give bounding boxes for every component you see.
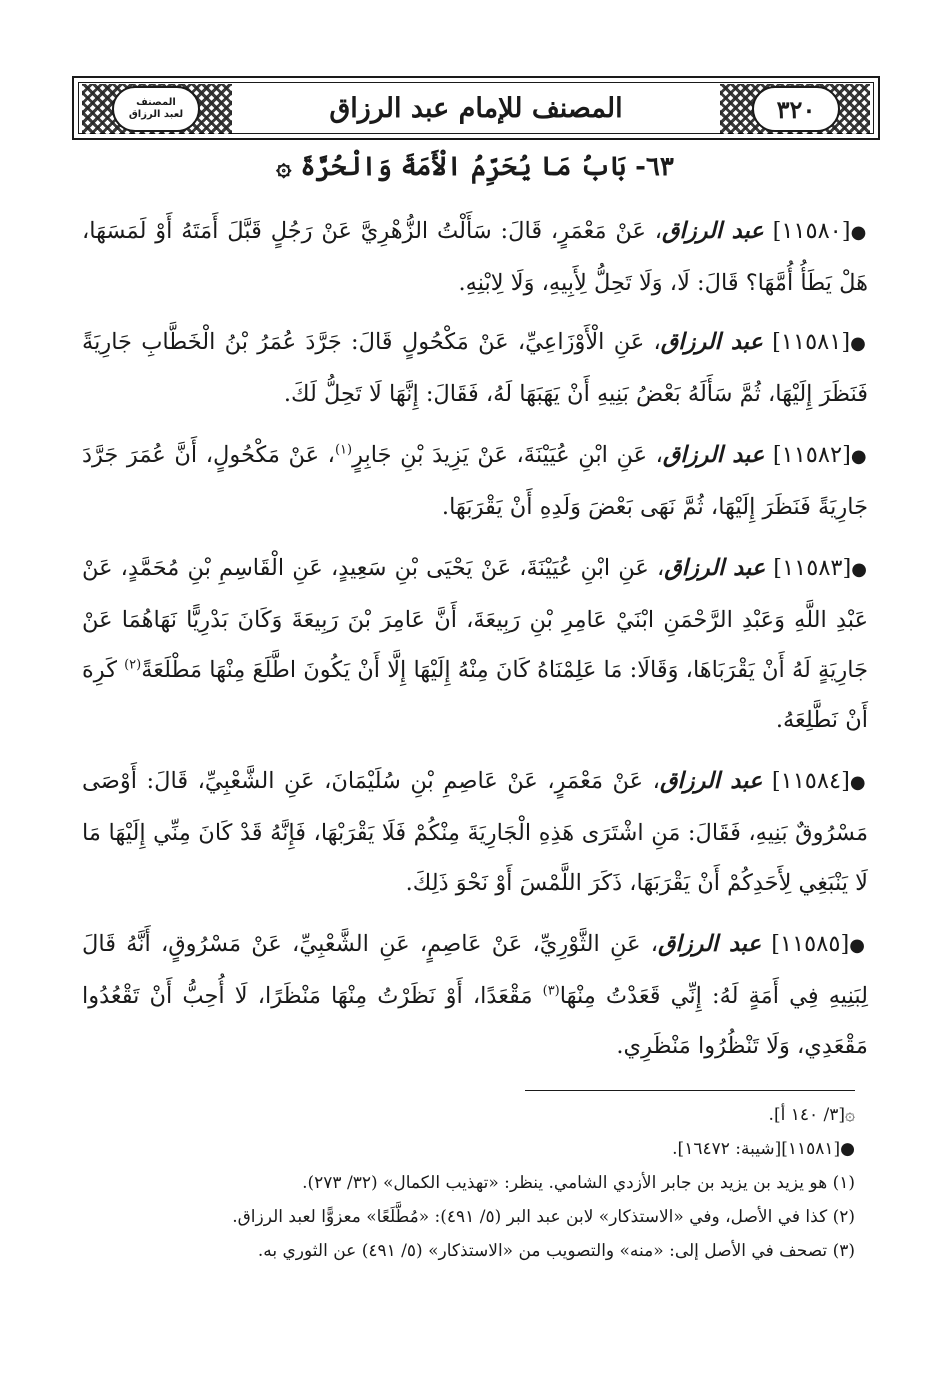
bullet-icon: ● xyxy=(850,333,868,354)
page-number-badge xyxy=(752,86,840,132)
hadith-11581 xyxy=(82,317,868,419)
hadith-narrator: عبد الرزاق xyxy=(659,768,763,794)
chapter-title: ٦٣- بَابُ مَا يُحَرِّمُ الْأَمَةَ وَالْحُرَّةَ ۞ xyxy=(276,152,674,182)
hadith-ref: [١١٥٨٣] xyxy=(773,555,852,581)
bullet-icon: ● xyxy=(851,559,868,580)
hadith-text: ، عَنِ الْأَوْزَاعِيِّ، عَنْ مَكْحُولٍ قَالَ: جَرَّدَ عُمَرُ بْنُ الْخَطَّابِ جَارِيَةً فَنَظَرَ إِلَيْهَا، ثُمَّ سَأَلَهُ بَعْضُ بَنِيهِ أَنْ يَهَبَهَا لَهُ، فَقَالَ: إِنَّهَا لَا تَحِلُّ لَكَ. xyxy=(82,329,868,407)
hadith-narrator: عبد الرزاق xyxy=(657,931,761,957)
footnote-divider xyxy=(525,1090,855,1091)
bullet-icon: ● xyxy=(850,222,868,243)
hadith-narrator: عبد الرزاق xyxy=(664,555,766,581)
hadith-11583 xyxy=(82,543,868,745)
page-header xyxy=(72,76,880,140)
bullet-icon: ● xyxy=(849,935,868,956)
footnotes xyxy=(82,1098,855,1268)
footnote-source-ref: ●[١١٥٨١][شيبة: ١٦٤٧٢]. xyxy=(672,1139,855,1159)
hadith-text-continued: ، عَنْ مَكْحُولٍ، أَنَّ عُمَرَ جَرَّدَ جَارِيَةً فَنَظَرَ إِلَيْهَا، ثُمَّ نَهَى بَعْضَ وَلَدِهِ أَنْ يَقْرَبَهَا. xyxy=(82,442,868,520)
hadith-text: ، عَنِ الثَّوْرِيِّ، عَنْ عَاصِمٍ، عَنِ الشَّعْبِيِّ، عَنْ مَسْرُوقٍ، أَنَّهُ قَالَ لِبَنِيهِ فِي أَمَةٍ لَهُ: إِنِّي قَعَدْتُ مِنْهَا xyxy=(82,931,868,1009)
hadith-text: ، عَنِ ابْنِ عُيَيْنَةَ، عَنْ يَحْيَى بْنِ سَعِيدٍ، عَنِ الْقَاسِمِ بْنِ مُحَمَّدٍ، عَنْ عَبْدِ اللَّهِ وَعَبْدِ الرَّحْمَنِ ابْنَيْ عَامِرِ بْنِ رَبِيعَةَ، أَنَّ عَامِرَ بْنَ رَبِيعَةَ وَكَانَ بَدْرِيًّا نَهَاهُمَا عَنْ جَارِيَةٍ لَهُ أَنْ يَقْرَبَاهَا، وَقَالَا: مَا عَلِمْنَاهُ كَانَ مِنْهُ إِلَيْهَا إِلَّا أَنْ يَكُونَ اطَّلَعَ مِنْهَا مَطْلَعَةً xyxy=(82,555,868,683)
hadith-11580 xyxy=(82,206,868,308)
book-title: المصنف للإمام عبد الرزاق xyxy=(329,92,623,124)
hadith-text: ، عَنْ مَعْمَرٍ، عَنْ عَاصِمِ بْنِ سُلَيْمَانَ، عَنِ الشَّعْبِيِّ، قَالَ: أَوْصَى مَسْرُوقٌ بَنِيهِ، فَقَالَ: مَنِ اشْتَرَى هَذِهِ الْجَارِيَةَ مِنْكُمْ فَلَا يَقْرَبْهَا، فَإِنَّهُ قَدْ كَانَ مِنِّي إِلَيْهَا مَا لَا يَنْبَغِي لِأَحَدِكُمْ أَنْ يَقْرَبَهَا، ذَكَرَ اللَّمْسَ أَوْ نَحْوَ ذَلِكَ. xyxy=(82,768,868,896)
hadith-text: ، عَنِ ابْنِ عُيَيْنَةَ، عَنْ يَزِيدَ بْنِ جَابِرٍ xyxy=(352,442,663,468)
hadith-11585 xyxy=(82,919,868,1071)
bullet-icon: ● xyxy=(850,446,868,467)
hadith-ref: [١١٥٨٢] xyxy=(772,442,851,468)
hadith-narrator: عبد الرزاق xyxy=(662,442,765,468)
page-number: ٣٢٠ xyxy=(776,94,816,124)
hadith-ref: [١١٥٨٤] xyxy=(771,768,850,794)
footnote-marker: (٢) xyxy=(124,657,142,673)
hadith-11584 xyxy=(82,756,868,908)
footnote-marker: (٣) xyxy=(542,983,560,999)
hadith-narrator: عبد الرزاق xyxy=(660,329,763,355)
hadith-text: ، عَنْ مَعْمَرٍ، قَالَ: سَأَلْتُ الزُّهْرِيَّ عَنْ رَجُلٍ قَبَّلَ أَمَتَهُ أَوْ لَمَسَهَا، هَلْ يَطَأُ أُمَّهَا؟ قَالَ: لَا، وَلَا تَحِلُّ لِأَبِيهِ، وَلَا لِابْنِهِ. xyxy=(82,218,868,296)
seal-text xyxy=(123,97,189,121)
seal-line-1: المصنف xyxy=(136,97,176,108)
seal-line-2: لعبد الرزاق xyxy=(128,109,184,120)
hadith-narrator: عبد الرزاق xyxy=(662,218,764,244)
hadith-text-continued: كَرِهَ أَنْ نَطَّلِعَهُ. xyxy=(82,657,868,733)
hadith-list xyxy=(82,206,868,1082)
footnote-1: (١) هو يزيد بن يزيد بن جابر الأزدي الشامي. ينظر: «تهذيب الكمال» (٣٢/ ٢٧٣). xyxy=(302,1173,855,1193)
hadith-11582 xyxy=(82,430,868,532)
hadith-ref: [١١٥٨١] xyxy=(772,329,851,355)
footnote-marker: (١) xyxy=(334,442,353,458)
bullet-icon: ● xyxy=(849,772,868,793)
hadith-ref: [١١٥٨٠] xyxy=(772,218,851,244)
footnote-2: (٢) كذا في الأصل، وفي «الاستذكار» لابن عبد البر (٥/ ٤٩١): «مُطَّلَعًا» معزوًّا لعبد الرزاق. xyxy=(232,1207,855,1227)
footnote-marginal-ref: ۞[٣/ ١٤٠ أ]. xyxy=(768,1105,855,1125)
hadith-text-continued: مَقْعَدًا، أَوْ نَظَرْتُ مِنْهَا مَنْظَرًا، لَا أُحِبُّ أَنْ تَقْعُدُوا مَقْعَدِي، وَلَا تَنْظُرُوا مَنْظَرِي. xyxy=(82,983,868,1059)
hadith-ref: [١١٥٨٥] xyxy=(771,931,850,957)
footnote-3: (٣) تصحف في الأصل إلى: «منه» والتصويب من «الاستذكار» (٥/ ٤٩١) عن الثوري به. xyxy=(257,1241,855,1261)
header-seal xyxy=(112,86,200,132)
